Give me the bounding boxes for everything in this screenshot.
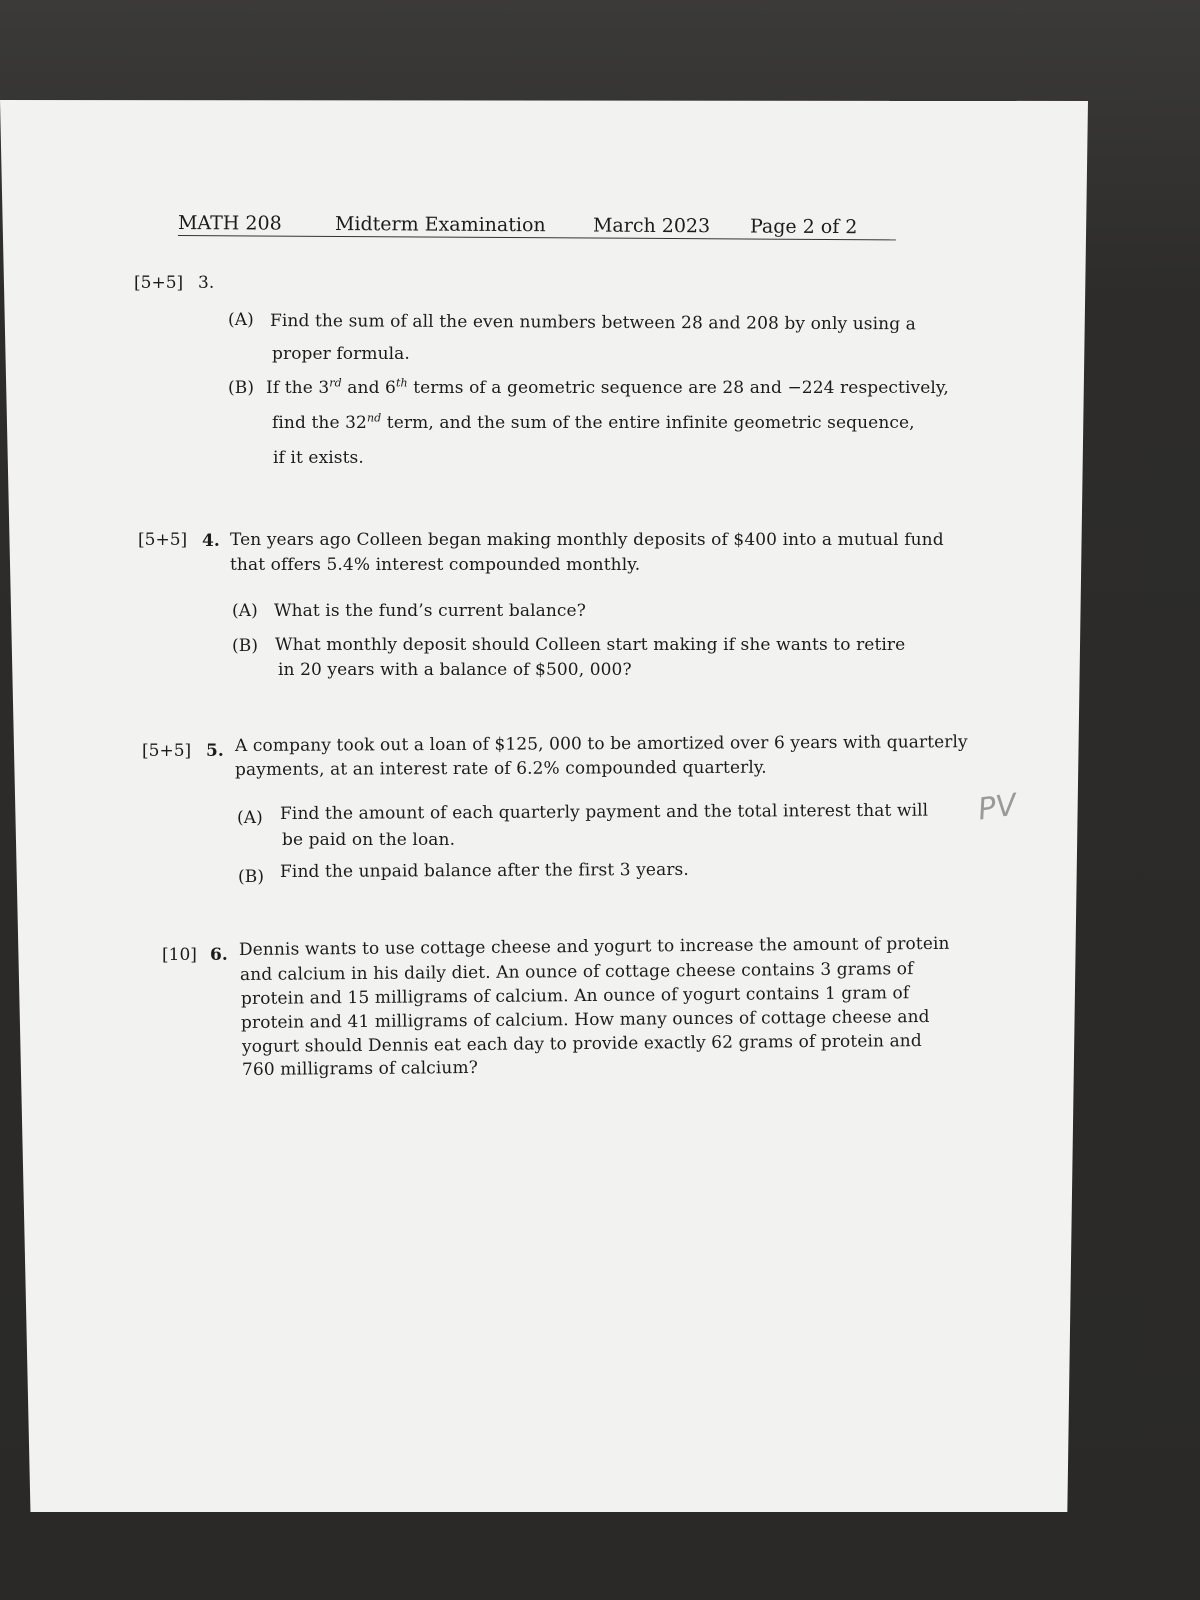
q5-line1: A company took out a loan of $125, 000 to be amortized over 6 years with quarterly (234, 732, 968, 756)
exam-date: March 2023 (592, 214, 711, 238)
q3-b-line3: if it exists. (273, 448, 364, 468)
exam-title: Midterm Examination (334, 212, 546, 237)
q6-line5: yogurt should Dennis eat each day to provide exactly 62 grams of protein and (241, 1031, 922, 1057)
q4-b-line1: What monthly deposit should Colleen start making if she wants to retire (275, 635, 906, 655)
q6-line3: protein and 15 milligrams of calcium. An ounce of yogurt contains 1 gram of (240, 983, 910, 1009)
page-header (178, 210, 896, 242)
q4-line2: that offers 5.4% interest compounded monthly. (230, 555, 641, 575)
q4-a-text: What is the fund’s current balance? (274, 601, 586, 621)
q6-line4: protein and 41 milligrams of calcium. How many ounces of cottage cheese and (240, 1006, 930, 1033)
q4-number: 4. (202, 531, 220, 551)
q6-number: 6. (210, 945, 228, 965)
q5-line2: payments, at an interest rate of 6.2% compounded quarterly. (234, 757, 767, 780)
page-number: Page 2 of 2 (749, 215, 858, 239)
q6-line2: and calcium in his daily diet. An ounce of cottage cheese contains 3 grams of (239, 959, 914, 985)
q5-a-line2: be paid on the loan. (282, 830, 456, 850)
q3-a-label: (A) (228, 310, 254, 330)
q4-a-label: (A) (232, 601, 258, 621)
q6-line6: 760 milligrams of calcium? (241, 1057, 478, 1080)
q3-a-line1: Find the sum of all the even numbers between 28 and 208 by only using a (269, 311, 916, 335)
q4-b-label: (B) (232, 636, 259, 656)
q5-b-text: Find the unpaid balance after the first 3 years. (279, 859, 689, 882)
q5-a-line1: Find the amount of each quarterly payment and the total interest that will (279, 800, 929, 824)
q5-a-label: (A) (237, 808, 263, 828)
q3-marks: [5+5] (134, 273, 184, 293)
q4-line1: Ten years ago Colleen began making monthly deposits of $400 into a mutual fund (230, 530, 944, 550)
q3-a-line2: proper formula. (272, 344, 410, 364)
q6-line1: Dennis wants to use cottage cheese and yogurt to increase the amount of protein (238, 933, 950, 960)
q3-b-label: (B) (228, 378, 255, 398)
course-code: MATH 208 (177, 212, 282, 235)
q4-b-line2: in 20 years with a balance of $500, 000? (278, 660, 632, 680)
q3-b-line2: find the 32nd term, and the sum of the entire infinite geometric sequence, (272, 411, 915, 433)
q4-marks: [5+5] (138, 530, 188, 550)
q6-marks: [10] (162, 945, 197, 965)
q3-number: 3. (198, 273, 215, 293)
q5-number: 5. (206, 741, 224, 761)
handwritten-note: PV (975, 787, 1019, 828)
q5-b-label: (B) (238, 867, 265, 887)
q5-marks: [5+5] (142, 741, 192, 761)
q3-b-line1: If the 3rd and 6th terms of a geometric sequence are 28 and −224 respectively, (266, 376, 949, 398)
